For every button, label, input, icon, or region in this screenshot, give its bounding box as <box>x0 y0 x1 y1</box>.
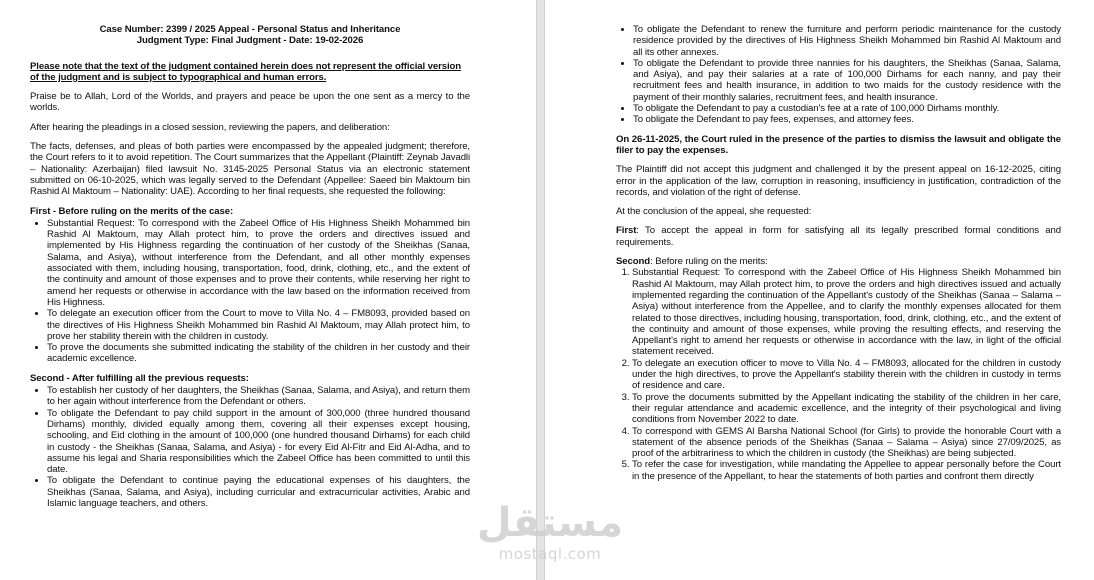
list-item: 5. To refer the case for investigation, while mandating the Appellee to appear personally before the Court in the presence of the Appellant, to hear the statements of both parties and confront them directly <box>632 459 1061 482</box>
page-divider <box>536 0 545 580</box>
left-page <box>0 0 536 580</box>
list-item: 2. To delegate an execution officer to move to Villa No. 4 – FM8093, allocated for the children in custody under the high directives, to prove the Appellant's stability therein with the children in custody in terms of residence and care. <box>632 358 1061 392</box>
first-text: : To accept the appeal in form for satisfying all its legally prescribed formal conditions and requirements. <box>616 225 1061 248</box>
first-requests-list <box>30 218 470 365</box>
first-label: First <box>616 225 637 237</box>
continued-requests-list <box>616 24 1061 126</box>
list-item: • To establish her custody of her daughters, the Sheikhas (Sanaa, Salama, and Asiya), and return them to her again without interference from the Defendant or others. <box>47 385 470 408</box>
conclusion-paragraph: At the conclusion of the appeal, she requested: <box>616 206 812 218</box>
judgment-type: Judgment Type: Final Judgment - Date: 19-02-2026 <box>136 35 364 47</box>
appeal-requests-list <box>616 267 1061 482</box>
court-ruling: On 26-11-2025, the Court ruled in the presence of the parties to dismiss the lawsuit and obligate the filer to pay the expenses. <box>616 133 1061 156</box>
left-page-content <box>30 24 470 517</box>
list-item: • To obligate the Defendant to provide three nannies for his daughters, the Sheikhas (Sanaa, Salama, and Asiya), and pay their salaries at a rate of 100,000 Dirhams for each nanny, and pay their recruitment fees and health insurance, in addition to two maids for the custody residence with the payment of their monthly salaries, recruitment fees, and health insurance. <box>633 58 1061 103</box>
watermark-logo: مستقل <box>476 500 624 546</box>
second-requests-heading: Second - After fulfilling all the previous requests: <box>30 372 249 384</box>
list-item: • To obligate the Defendant to pay fees, expenses, and attorney fees. <box>633 114 1061 125</box>
second-label: Second <box>616 256 651 268</box>
appeal-paragraph: The Plaintiff did not accept this judgment and challenged it by the present appeal on 16-12-2025, citing error in the application of the law, corruption in reasoning, insufficiency in justification, contradiction of the records, and violation of the right of defense. <box>616 164 1061 198</box>
list-item: • To obligate the Defendant to pay a custodian's fee at a rate of 100,000 Dirhams monthly. <box>633 103 1061 114</box>
list-item: • To prove the documents she submitted indicating the stability of the children in her custody and their academic excellence. <box>47 342 470 365</box>
list-item: • To obligate the Defendant to renew the furniture and perform periodic maintenance for the custody residence provided by the directives of His Highness Sheikh Mohammed bin Rashid Al Maktoum and all its other annexes. <box>633 24 1061 58</box>
list-item: 3. To prove the documents submitted by the Appellant indicating the stability of the children in her care, their regular attendance and academic excellence, and the integrity of their psychological and living conditions from November 2022 to date. <box>632 392 1061 426</box>
case-header <box>30 24 470 47</box>
second-appeal-request <box>616 256 1061 267</box>
right-page-content <box>616 24 1061 490</box>
right-page <box>545 0 1094 580</box>
list-item: • To obligate the Defendant to pay child support in the amount of 300,000 (three hundred thousand Dirhams) monthly, divided equally among them, covering all their expenses except housing, schooling, and Eid clothing in the amount of 100,000 (one hundred thousand Dirhams) for each child in custody - the Sheikhas (Sanaa, Salama, and Asiya) - for every Eid Al-Fitr and Eid Al-Adha, and to assume his legal and Sharia responsibilities which the Zabeel Office has been committed to until this date. <box>47 408 470 476</box>
case-number: Case Number: 2399 / 2025 Appeal - Personal Status and Inheritance <box>99 24 401 35</box>
second-text: : Before ruling on the merits: <box>650 256 768 268</box>
hearing-paragraph: After hearing the pleadings in a closed session, reviewing the papers, and deliberation: <box>30 121 390 133</box>
list-item: • To delegate an execution officer from the Court to move to Villa No. 4 – FM8093, provided based on the directives of His Highness Sheikh Mohammed bin Rashid Al Maktoum, may Allah protect him, to prove her stability therein with the children in custody. <box>47 308 470 342</box>
watermark-domain: mostaql.com <box>498 545 602 563</box>
first-appeal-request <box>616 225 1061 248</box>
list-item: 4. To correspond with GEMS Al Barsha National School (for Girls) to provide the honorable Court with a statement of the absence periods of the Sheikhas (Sanaa – Salama – Asiya) since 27/09/2025, as proof of the arbitrariness to which the children in custody (the Sheikhas) are being subjected. <box>632 426 1061 460</box>
first-requests-heading: First - Before ruling on the merits of the case: <box>30 205 234 217</box>
list-item: • Substantial Request: To correspond with the Zabeel Office of His Highness Sheikh Mohammed bin Rashid Al Maktoum, may Allah protect him, to prove the orders and directives issued and implemented by His Highness regarding the continuation of her custody of the Sheikhas (Sanaa, Salama, and Asiya), without interference from the Defendant, and all other monthly expenses associated with them, including housing, transportation, food, drink, clothing, etc., and the extent of the continuity and amount of those expenses and to prove their contents, while reserving her right to amend her requests or otherwise in accordance with the law based on the information received from His Highness. <box>47 218 470 308</box>
facts-paragraph: The facts, defenses, and pleas of both parties were encompassed by the appealed judgment; therefore, the Court refers to it to avoid repetition. The Court summarizes that the Appellant (Plaintiff: Zeynab Javadli – Nationality: Azerbaijan) filed lawsuit No. 3145-2025 Personal Status via an electronic statement submitted on 06-10-2025, which was legally served to the Defendant (Appellee: Saeed bin Maktoum bin Rashid Al Maktoum – Nationality: UAE). According to her final requests, she requested the following: <box>30 141 470 198</box>
second-requests-list <box>30 385 470 509</box>
praise-paragraph: Praise be to Allah, Lord of the Worlds, and prayers and peace be upon the one sent as a mercy to the worlds. <box>30 91 470 114</box>
disclaimer-notice: Please note that the text of the judgment contained herein does not represent the official version of the judgment and is subject to typographical and human errors. <box>30 60 462 83</box>
list-item: • To obligate the Defendant to continue paying the educational expenses of his daughters, the Sheikhas (Sanaa, Salama, and Asiya), including curricular and extracurricular activities, Arabic and Islamic language teachers, and others. <box>47 475 470 509</box>
list-item: 1. Substantial Request: To correspond with the Zabeel Office of His Highness Sheikh Mohammed bin Rashid Al Maktoum, may Allah protect him, to prove the orders and high directives issued and actually implemented regarding the continuation of the Appellant's custody of the Sheikhas (Sanaa – Salama – Asiya) without interference from the Appellee, and to clarify the monthly expenses allocated for them related to those directives, including housing, transportation, food, drink, clothing, etc., and the extent of the continuity and amount of those expenses, while proving the resulting effects, and reserving the Appellant's right to amend her requests or otherwise in accordance with the law, in light of the official statement received. <box>632 267 1061 357</box>
